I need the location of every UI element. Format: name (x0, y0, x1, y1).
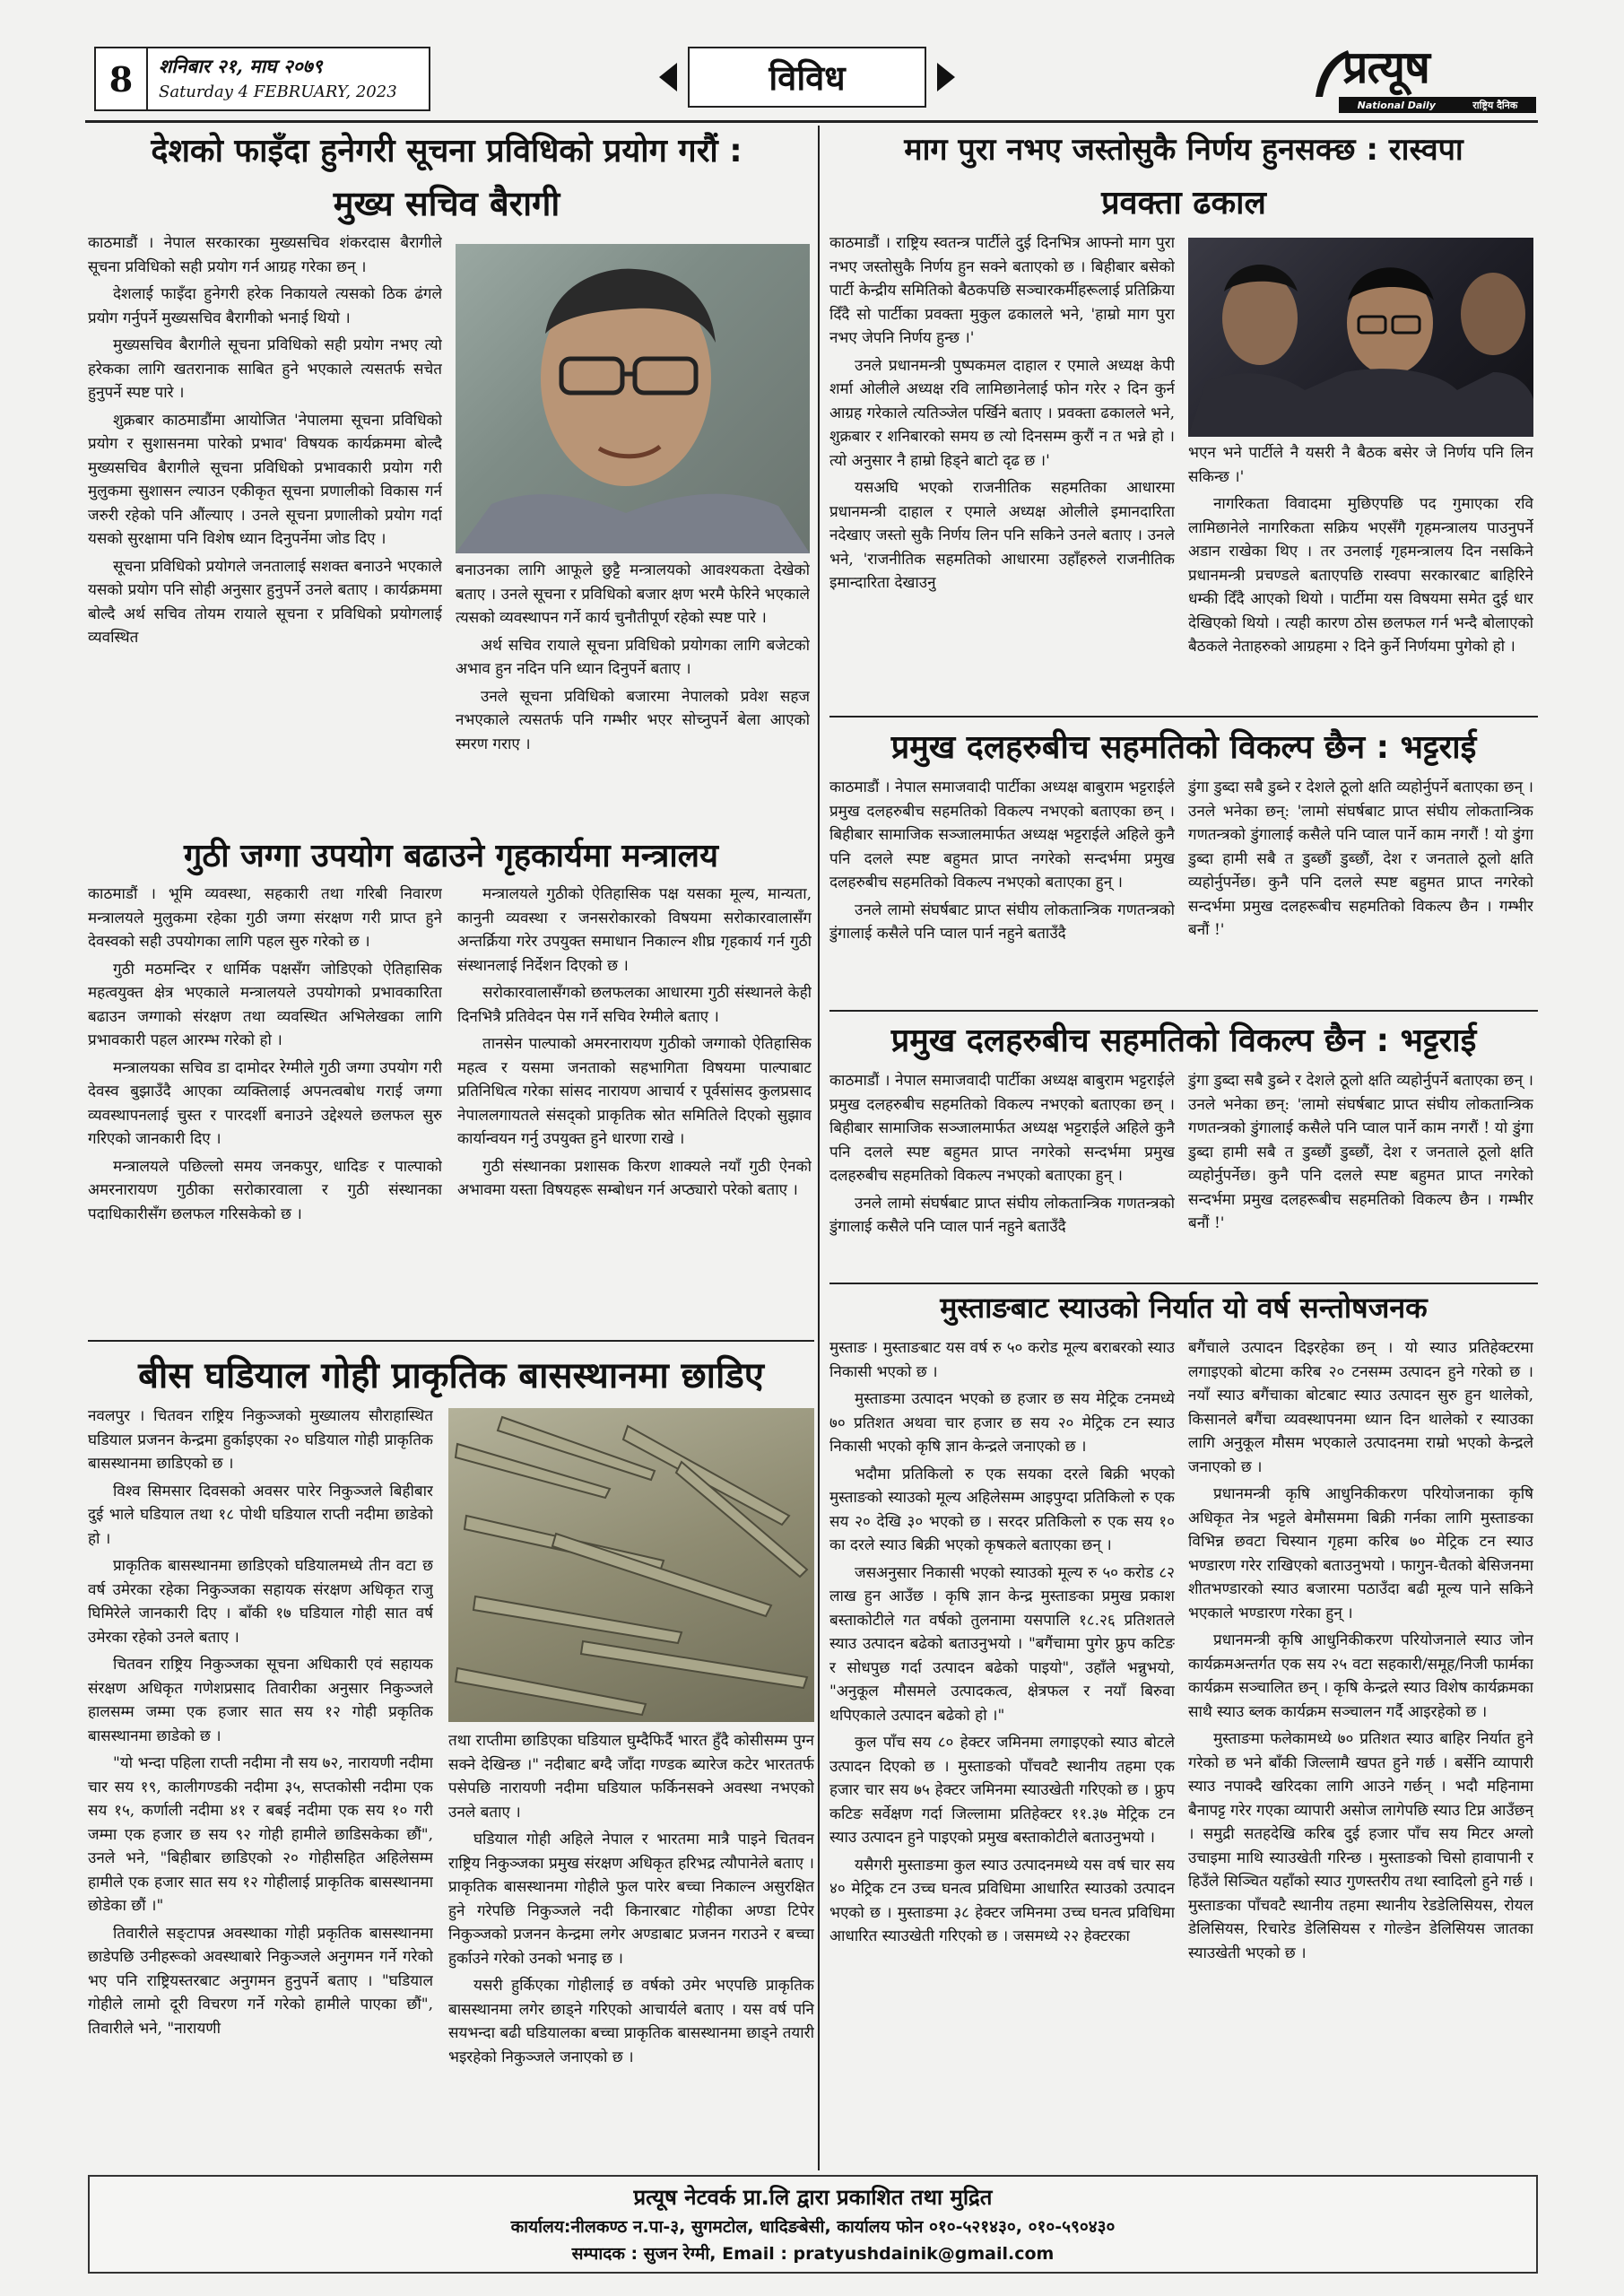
article-raswapa (829, 126, 1538, 718)
header-rule (85, 120, 1538, 123)
masthead-title: प्रत्यूष (1342, 41, 1429, 93)
paragraph: देशलाई फाइँदा हुनेगरी हरेक निकायले त्यसको ठिक ढंगले प्रयोग गर्नुपर्ने मुख्यसचिव बैरागीको भनाई थियो । (88, 285, 442, 327)
page-header (85, 43, 1538, 119)
paragraph: यसअघि भएको राजनीतिक सहमतिका आधारमा प्रधानमन्त्री दाहाल र एमाले अध्यक्ष ओलीले इमानदारिता नदेखाए जस्तो सुकै निर्णय लिन पनि सकिने उनले बताए । उनले भने, 'राजनीतिक सहमतिको आधारमा उहाँहरुले राजनीतिक इमान्दारिता देखाउनु (829, 479, 1175, 592)
paragraph: कुल पाँच सय ८० हेक्टर जमिनमा लगाइएको स्याउ बोटले उत्पादन दिएको छ । मुस्ताङको पाँचवटै स्थानीय तहमा एक हजार चार सय ७५ हेक्टर जमिनमा स्याउखेती गरिएको छ । फ्रुप कटिङ सर्वेक्षण गर्दा जिल्लामा प्रतिहेक्टर ११.३७ मेट्रिक टन स्याउ उत्पादन हुने पाइएको प्रमुख बस्ताकोटीले बताउनुभयो । (829, 1734, 1175, 1847)
date-nepali: शनिबार २१, माघ २०७९ (159, 55, 323, 77)
rule-bhattarai2-bottom (829, 1283, 1538, 1284)
headline-bhattarai-1: प्रमुख दलहरुबीच सहमतिको विकल्प छैन : भट्टराई (890, 729, 1477, 766)
paragraph: बगैंचाले उत्पादन दिइरहेका छन् । यो स्याउ प्रतिहेक्टरमा लगाइएको बोटमा करिब २० टनसम्म उत्पादन हुने गरेको छ । नयाँ स्याउ बगैंचाका बोटबाट स्याउ उत्पादन सुरु हुन थालेको, किसानले बगैंचा व्यवस्थापनमा ध्यान दिन थालेको र स्याउका लागि अनुकूल मौसम भएकाले उत्पादनमा राम्रो भएको केन्द्रले जनाएको छ । (1188, 1339, 1533, 1476)
paragraph: प्रधानमन्त्री कृषि आधुनिकीकरण परियोजनाका कृषि अधिकृत नेत्र भट्टले बेमौसममा बिक्री गर्नका लागि मुस्ताङका विभिन्न छवटा चिस्यान गृहमा करिब ७० मेट्रिक टन स्याउ भण्डारण गरेर राखिएको बताउनुभयो । फागुन-चैतको बेसिजनमा शीतभण्डारको स्याउ बजारमा पठाउँदा बढी मूल्य पाने सकिने भएकाले भण्डारण गरेका हुन् । (1188, 1485, 1533, 1622)
portrait-man-icon (456, 244, 810, 553)
triangle-right-icon[interactable] (937, 63, 955, 91)
paragraph: "यो भन्दा पहिला राप्ती नदीमा नौ सय ७२, नारायणी नदीमा चार सय १९, कालीगण्डकी नदीमा ३५, सप्तकोसी नदीमा एक सय १५, कर्णाली नदीमा ४१ र बबई नदीमा एक सय १० गरी जम्मा एक हजार छ सय ९२ गोही हामीले छाडिसकेका छौं", उनले भने, "बिहीबार छाडिएको २० गोहीसहित अहिलेसम्म हामीले एक हजार सात सय १२ गोहीलाई प्राकृतिक बासस्थानमा छोडेका छौं ।" (88, 1754, 433, 1915)
ghadiyal-col1 (88, 1405, 433, 2171)
photo-raswapa-spokesperson (1188, 238, 1533, 437)
mustang-col1 (829, 1336, 1175, 2170)
rule-guthi-bottom (88, 1340, 814, 1342)
date-english: Saturday 4 FEBRUARY, 2023 (159, 83, 397, 101)
section-title-box (688, 47, 926, 108)
masthead-tagline-bar (1339, 97, 1536, 113)
masthead-tag-np: राष्ट्रिय दैनिक (1472, 99, 1518, 111)
paragraph: भएन भने पार्टीले नै यसरी नै बैठक बसेर जे निर्णय पनि लिन सकिन्छ ।' (1188, 444, 1533, 486)
paragraph: मन्त्रालयले गुठीको ऐतिहासिक पक्ष यसका मूल्य, मान्यता, कानुनी व्यवस्था र जनसरोकारको विषयमा सरोकारवालासँग अन्तर्क्रिया गरेर उपयुक्त समाधान निकाल्न शीघ्र गृहकार्य गर्न गुठी संस्थानलाई निर्देशन दिएको छ । (457, 885, 812, 975)
paragraph: नागरिकता विवादमा मुछिएपछि पद गुमाएका रवि लामिछानेले नागरिकता सक्रिय भएसँगै गृहमन्त्रालय पाउनुपर्ने अडान राखेका थिए । तर उनलाई गृहमन्त्रालय दिन नसकिने प्रधानमन्त्री प्रचण्डले बताएपछि रास्वपा सरकारबाट बाहिरिने धम्की दिँदै आएको थियो । पार्टीमा यस विषयमा समेत दुई धार देखिएको थियो । त्यही कारण ठोस छलफल गर्न भन्दै बोलाएको बैठकले नेताहरुको आग्रहमा २ दिने कुर्ने निर्णयमा पुगेको हो । (1188, 495, 1533, 656)
bhattarai1-col2 (1188, 776, 1533, 1007)
rule-bhattarai1-bottom (829, 1010, 1538, 1012)
article-bhattarai-2 (829, 1013, 1538, 1302)
headline-ghadiyal: बीस घडियाल गोही प्राकृतिक बासस्थानमा छाडिए (138, 1355, 764, 1396)
press-crowd-icon (1188, 238, 1533, 437)
paragraph: प्रधानमन्त्री कृषि आधुनिकीकरण परियोजनाले स्याउ जोन कार्यक्रमअन्तर्गत एक सय २५ वटा सहकारी/समूह/निजी फार्मका कार्यक्रम सञ्चालित छन् । कृषि केन्द्रले स्याउ विशेष कार्यक्रमका साथै स्याउ ब्लक कार्यक्रम सञ्चालन गर्दै आइरहेको छ । (1188, 1631, 1533, 1721)
paragraph: नवलपुर । चितवन राष्ट्रिय निकुञ्जको मुख्यालय सौराहास्थित घडियाल प्रजनन केन्द्रमा हुर्काइएका २० घडियाल गोही प्राकृतिक बासस्थानमा छाडिएको छ । (88, 1407, 433, 1473)
guthi-col2 (457, 883, 812, 1340)
headline-raswapa-2: प्रवक्ता ढकाल (1101, 185, 1266, 222)
paragraph: भदौमा प्रतिकिलो रु एक सयका दरले बिक्री भएको मुस्ताङको स्याउको मूल्य अहिलेसम्म आइपुग्दा प्रतिकिलो रु एक सय २० देखि ३० भएको छ । सरदर प्रतिकिलो रु एक सय १० का दरले स्याउ बिक्री भएको कृषकले बताएका छन् । (829, 1465, 1175, 1554)
headline-mustang: मुस्ताङबाट स्याउको निर्यात यो वर्ष सन्तोषजनक (940, 1291, 1428, 1325)
article-bhattarai-1 (829, 720, 1538, 1009)
masthead-logo (1312, 43, 1538, 115)
headline-mukhya-sachiv-2: मुख्य सचिव बैरागी (333, 184, 560, 223)
paragraph: तिवारीले सङ्टापन्न अवस्थाका गोही प्रकृतिक बासस्थानमा छाडेपछि उनीहरूको अवस्थाबारे निकुञ्जले अनुगमन गर्ने गरेको भए पनि राष्ट्रियस्तरबाट अनुगमन हुनुपर्ने बताए । "घडियाल गोहीले लामो दूरी विचरण गर्ने गरेको हामीले पाएका छौं", तिवारीले भने, "नारायणी (88, 1924, 433, 2038)
mustang-col2 (1188, 1336, 1533, 2170)
paragraph: तथा राप्तीमा छाडिएका घडियाल घुम्दैफिर्दै भारत हुँदै कोसीसम्म पुग्न सक्ने देखिन्छ ।" नदीबाट बग्दै जाँदा गण्डक ब्यारेज कटेर भारततर्फ पसेपछि नारायणी नदीमा घडियाल फर्किनसक्ने अवस्था नभएको उनले बताए । (448, 1732, 814, 1822)
mukhya-col2 (456, 559, 810, 823)
paragraph: मुख्यसचिव बैरागीले सूचना प्रविधिको सही प्रयोग नभए त्यो हरेकका लागि खतरानाक साबित हुने भएकाले त्यसतर्फ सचेत हुनुपर्ने स्पष्ट पारे । (88, 336, 442, 402)
paragraph: विश्व सिमसार दिवसको अवसर पारेर निकुञ्जले बिहीबार दुई भाले घडियाल तथा १८ पोथी घडियाल राप्ती नदीमा छाडेको हो । (88, 1482, 433, 1548)
paragraph: गुठी संस्थानका प्रशासक किरण शाक्यले नयाँ गुठी ऐनको अभावमा यस्ता विषयहरू सम्बोधन गर्न अप्ठ्यारो परेको बताए । (457, 1157, 812, 1199)
paragraph: उनले लामो संघर्षबाट प्राप्त संघीय लोकतान्त्रिक गणतन्त्रको डुंगालाई कसैले पनि प्वाल पार्न नहुने बताउँदै (829, 900, 1175, 943)
paragraph: यसैगरी मुस्ताङमा कुल स्याउ उत्पादनमध्ये यस वर्ष चार सय ४० मेट्रिक टन उच्च घनत्व प्रविधिमा आधारित स्याउको उत्पादन भएको छ । मुस्ताङमा ३८ हेक्टर जमिनमा उच्च घनत्व प्रविधिमा आधारित स्याउखेती गरिएको छ । जसमध्ये २२ हेक्टरका (829, 1856, 1175, 1945)
page-number: 8 (109, 58, 134, 100)
raswapa-col2 (1188, 441, 1533, 719)
photo-mukhya-sachiv (456, 244, 810, 553)
paragraph: मन्त्रालयका सचिव डा दामोदर रेग्मीले गुठी जग्गा उपयोग गरी देवस्व बुझाउँदै आएका व्यक्तिलाई अपनत्वबोध गराई जग्गा व्यवस्थापनलाई चुस्त र पारदर्शी बनाउने उद्देश्यले छलफल सुरु गरिएको जानकारी दिए । (88, 1058, 442, 1148)
paragraph: काठमाडौं । नेपाल समाजवादी पार्टीका अध्यक्ष बाबुराम भट्टराईले प्रमुख दलहरुबीच सहमतिको विकल्प नभएको बताएका छन् । बिहीबार सामाजिक सञ्जालमार्फत अध्यक्ष भट्टराईले अहिले कुनै पनि दलले स्पष्ट बहुमत प्राप्त नगरेको सन्दर्भमा प्रमुख दलहरुबीच सहमतिको विकल्प नभएको बताएका हुन् । (829, 1072, 1175, 1185)
guthi-col1 (88, 883, 442, 1340)
page-number-box (96, 48, 148, 109)
paragraph: मुस्ताङमा उत्पादन भएको छ हजार छ सय मेट्रिक टनमध्ये ७० प्रतिशत अथवा चार हजार छ सय २० मेट्रिक टन स्याउ निकासी भएको कृषि ज्ञान केन्द्रले जनाएको छ । (829, 1390, 1175, 1456)
paragraph: मन्त्रालयले पछिल्लो समय जनकपुर, धादिङ र पाल्पाको अमरनारायण गुठीका सरोकारवाला र गुठी संस्थानका पदाधिकारीसँग छलफल गरिसकेको छ । (88, 1157, 442, 1223)
paragraph: काठमाडौं । राष्ट्रिय स्वतन्त्र पार्टीले दुई दिनभित्र आफ्नो माग पुरा नभए जस्तोसुकै निर्णय हुन सक्ने बताएको छ । बिहीबार बसेको पार्टी केन्द्रीय समितिको बैठकपछि सञ्चारकर्मीहरूलाई प्रतिक्रिया दिँदै सो पार्टीका प्रवक्ता मुकुल ढकालले भने, 'हाम्रो माग पुरा नभए जेपनि निर्णय हुन्छ ।' (829, 234, 1175, 347)
mukhya-col1 (88, 231, 442, 823)
masthead-tag-en: National Daily (1357, 99, 1436, 111)
paragraph: उनले प्रधानमन्त्री पुष्पकमल दाहाल र एमाले अध्यक्ष केपी शर्मा ओलीले अध्यक्ष रवि लामिछानेलाई फोन गरेर २ दिन कुर्न आग्रह गरेकाले त्यतिञ्जेल पर्खिने बताए । प्रवक्ता ढकालले भने, शुक्रबार र शनिबारको समय छ त्यो दिनसम्म कुरौं न त भन्ने हो । त्यो अनुसार नै हाम्रो हिड्ने बाटो दृढ छ ।' (829, 356, 1175, 470)
paragraph: काठमाडौं । नेपाल समाजवादी पार्टीका अध्यक्ष बाबुराम भट्टराईले प्रमुख दलहरुबीच सहमतिको विकल्प नभएको बताएका छन् । बिहीबार सामाजिक सञ्जालमार्फत अध्यक्ष भट्टराईले अहिले कुनै पनि दलले स्पष्ट बहुमत प्राप्त नगरेको सन्दर्भमा प्रमुख दलहरुबीच सहमतिको विकल्प नभएको बताएका हुन् । (829, 778, 1175, 891)
footer-imprint (88, 2175, 1538, 2274)
paragraph: यसरी हुर्किएका गोहीलाई छ वर्षको उमेर भएपछि प्राकृतिक बासस्थानमा लगेर छाड्ने गरिएको आचार्यले बताए । यस वर्ष पनि सयभन्दा बढी घडियालका बच्चा प्राकृतिक बासस्थानमा छाड्ने तयारी भइरहेको निकुञ्जले जनाएको छ । (448, 1977, 814, 2066)
paragraph: चितवन राष्ट्रिय निकुञ्जका सूचना अधिकारी एवं सहायक संरक्षण अधिकृत गणेशप्रसाद तिवारीका अनुसार निकुञ्जले हालसम्म जम्मा एक हजार सात सय १२ गोही प्रकृतिक बासस्थानमा छाडेको छ । (88, 1656, 433, 1745)
paragraph: काठमाडौं । नेपाल सरकारका मुख्यसचिव शंकरदास बैरागीले सूचना प्रविधिको सही प्रयोग गर्न आग्रह गरेका छन् । (88, 234, 442, 276)
paragraph: उनले लामो संघर्षबाट प्राप्त संघीय लोकतान्त्रिक गणतन्त्रको डुंगालाई कसैले पनि प्वाल पार्न नहुने बताउँदै (829, 1194, 1175, 1236)
section-nav (659, 47, 955, 108)
article-mukhya-sachiv (88, 126, 810, 823)
triangle-left-icon[interactable] (659, 63, 677, 91)
paragraph: सरोकारवालासँगको छलफलका आधारमा गुठी संस्थानले केही दिनभित्रै प्रतिवेदन पेस गर्ने सचिव रेग्मीले बताए । (457, 984, 812, 1026)
paragraph: अर्थ सचिव रायाले सूचना प्रविधिको प्रयोगका लागि बजेटको अभाव हुन नदिन पनि ध्यान दिनुपर्ने बताए । (456, 636, 810, 678)
rule-raswapa-bottom (829, 716, 1538, 718)
paragraph: मुस्ताङ । मुस्ताङबाट यस वर्ष रु ५० करोड मूल्य बराबरको स्याउ निकासी भएको छ । (829, 1339, 1175, 1381)
headline-mukhya-sachiv-1: देशको फाइँदा हुनेगरी सूचना प्रविधिको प्रयोग गरौं : (151, 133, 743, 170)
paragraph: गुठी मठमन्दिर र धार्मिक पक्षसँग जोडिएको ऐतिहासिक महत्वयुक्त क्षेत्र भएकाले मन्त्रालयले उपयोगको प्रभावकारिता बढाउन जग्गाको संरक्षण तथा व्यवस्थित अभिलेखका लागि प्रभावकारी पहल आरम्भ गरेको हो । (88, 960, 442, 1049)
paragraph: तानसेन पाल्पाको अमरनारायण गुठीको जग्गाको ऐतिहासिक महत्व र यसमा जनताको सहभागिता विषयमा पाल्पाबाट प्रतिनिधित्व गरेका सांसद नारायण आचार्य र पूर्वसांसद कुलप्रसाद नेपाललगायतले संसद्को प्राकृतिक स्रोत समितिले दिएको सुझाव कार्यान्वयन गर्नु उपयुक्त हुने धारणा राखे । (457, 1035, 812, 1148)
footer-publisher: प्रत्यूष नेटवर्क प्रा.लि द्वारा प्रकाशित तथा मुद्रित (633, 2185, 993, 2210)
paragraph: घडियाल गोही अहिले नेपाल र भारतमा मात्रै पाइने चितवन राष्ट्रिय निकुञ्जका प्रमुख संरक्षण अधिकृत हरिभद्र त्यौपानेले बताए । प्राकृतिक बासस्थानमा गोहीले फुल पारेर बच्चा निकाल्न असुरक्षित हुने गरेपछि निकुञ्जले नदी किनारबाट गोहीका अण्डा टिपेर निकुञ्जको प्रजनन केन्द्रमा लगेर अण्डाबाट प्रजनन गराउने र बच्चा हुर्काउने गरेको उनको भनाइ छ । (448, 1831, 814, 1968)
paragraph: डुंगा डुब्दा सबै डुब्ने र देशले ठूलो क्षति व्यहोर्नुपर्ने बताएका छन् । उनले भनेका छन्: 'लामो संघर्षबाट प्राप्त संघीय लोकतान्त्रिक गणतन्त्रको डुंगालाई कसैले पनि प्वाल पार्ने काम नगरौं ! यो डुंगा डुब्दा हामी सबै त डुब्छौं डुब्छौं, देश र जनताले ठूलो क्षति व्यहोर्नुपर्नेछ। कुनै पनि दलले स्पष्ट बहुमत प्राप्त नगरेको सन्दर्भमा प्रमुख दलहरूबीच सहमतिको विकल्प छैन । गम्भीर बनौं !' (1188, 1072, 1533, 1232)
footer-editor: सम्पादक : सुजन रेग्मी, Email : pratyushdainik@gmail.com (571, 2244, 1055, 2264)
paragraph: बनाउनका लागि आफूले छुट्टै मन्त्रालयको आवश्यकता देखेको बताए । उनले सूचना र प्रविधिको बजार क्षण भरमै फेरिने भएकाले त्यसको व्यवस्थापन गर्ने कार्य चुनौतीपूर्ण रहेको स्पष्ट पारे । (456, 561, 810, 627)
paragraph: काठमाडौं । भूमि व्यवस्था, सहकारी तथा गरिबी निवारण मन्त्रालयले मुलुकमा रहेका गुठी जग्गा संरक्षण गरी प्राप्त हुने देवस्वको सही उपयोगका लागि पहल सुरु गरेको छ । (88, 885, 442, 951)
ghadiyal-col2 (448, 1729, 814, 2170)
paragraph: सूचना प्रविधिको प्रयोगले जनतालाई सशक्त बनाउने भएकाले यसको प्रयोग पनि सोही अनुसार हुनुपर्ने उनले बताए । कार्यक्रममा बोल्दै अर्थ सचिव तोयम रायाले सूचना र प्रविधिको प्रयोगलाई व्यवस्थित (88, 557, 442, 647)
bhattarai2-col2 (1188, 1069, 1533, 1300)
paragraph: मुस्ताङमा फलेकामध्ये ७० प्रतिशत स्याउ बाहिर निर्यात हुने गरेको छ भने बाँकी जिल्लामै खपत हुने गर्छ । बर्सेनि व्यापारी स्याउ नपाक्दै खरिदका लागि आउने गर्छन् । भदौ महिनामा बैनापट्ट गरेर गएका व्यापारी असोज लागेपछि स्याउ टिप्न आउँछन् । समुद्री सतहदेखि करिब दुई हजार पाँच सय मिटर अग्लो उचाइमा माथि स्याउखेती गरिन्छ । मुस्ताङको चिसो हावापानी र हिउँले सिञ्चित यहाँको स्याउ गुणस्तरीय तथा स्वादिलो हुने गर्छ । मुस्ताङका पाँचवटै स्थानीय तहमा स्थानीय रेडडेलिसियस, रोयल डेलिसियस, रिचारेड डेलिसियस र गोल्डेन डेलिसियस जातका स्याउखेती भएको छ । (1188, 1730, 1533, 1962)
raswapa-col1 (829, 231, 1175, 720)
article-mustang (829, 1288, 1538, 2171)
article-guthi (88, 832, 814, 1339)
paragraph: उनले सूचना प्रविधिको बजारमा नेपालको प्रवेश सहज नभएकाले त्यसतर्फ पनि गम्भीर भएर सोच्नुपर्ने बेला आएको स्मरण गराए । (456, 687, 810, 753)
paragraph: प्राकृतिक बासस्थानमा छाडिएको घडियालमध्ये तीन वटा छ वर्ष उमेरका रहेका निकुञ्जका सहायक संरक्षण अधिकृत राजु घिमिरेले जानकारी दिए । बाँकी १७ घडियाल गोही सात वर्ष उमेरका रहेको उनले बताए । (88, 1557, 433, 1647)
bhattarai2-col1 (829, 1069, 1175, 1300)
headline-bhattarai-2: प्रमुख दलहरुबीच सहमतिको विकल्प छैन : भट्टराई (890, 1022, 1477, 1059)
photo-gharials (448, 1408, 814, 1722)
footer-office: कार्यालय:नीलकण्ठ न.पा-३, सुगमटोल, धादिङबेसी, कार्यालय फोन ०१०-५२१४३०, ०१०-५९०४३० (510, 2217, 1116, 2237)
paragraph: जसअनुसार निकासी भएको स्याउको मूल्य रु ५० करोड ८२ लाख हुन आउँछ । कृषि ज्ञान केन्द्र मुस्ताङका प्रमुख प्रकाश बस्ताकोटीले गत वर्षको तुलनामा यसपालि १८.२६ प्रतिशतले स्याउ उत्पादन बढेको बताउनुभयो । "बगैंचामा पुगेर फ्रुप कटिङ र सोधपुछ गर्दा उत्पादन बढेको पाइयो", उहाँले भन्नुभयो, "अनुकूल मौसमले उत्पादकत्व, क्षेत्रफल र नयाँ बिरुवा थपिएकाले उत्पादन बढेको हो ।" (829, 1563, 1175, 1725)
paragraph: शुक्रबार काठमाडौंमा आयोजित 'नेपालमा सूचना प्रविधिको प्रयोग र सुशासनमा पारेको प्रभाव' विषयक कार्यक्रममा बोल्दै मुख्यसचिव बैरागीले सूचना प्रविधिको प्रभावकारी प्रयोग गरी मुलुकमा सुशासन ल्याउन एकीकृत सूचना प्रणालीको विकास गर्न जरुरी रहेको पनि औंल्याए । उनले सूचना प्रणालीको प्रयोग गर्दा यसको सुरक्षामा पनि विशेष ध्यान दिनुपर्नेमा जोड दिए । (88, 411, 442, 548)
article-ghadiyal (88, 1345, 814, 2170)
section-title: विविध (769, 58, 846, 98)
headline-guthi: गुठी जग्गा उपयोग बढाउने गृहकार्यमा मन्त्रालय (184, 838, 718, 874)
headline-raswapa-1: माग पुरा नभए जस्तोसुकै निर्णय हुनसक्छ : रास्वपा (904, 132, 1463, 168)
gharial-group-icon (448, 1408, 814, 1722)
date-box (94, 47, 430, 111)
column-divider (818, 126, 820, 2170)
paragraph: डुंगा डुब्दा सबै डुब्ने र देशले ठूलो क्षति व्यहोर्नुपर्ने बताएका छन् । उनले भनेका छन्: 'लामो संघर्षबाट प्राप्त संघीय लोकतान्त्रिक गणतन्त्रको डुंगालाई कसैले पनि प्वाल पार्ने काम नगरौं ! यो डुंगा डुब्दा हामी सबै त डुब्छौं डुब्छौं, देश र जनताले ठूलो क्षति व्यहोर्नुपर्नेछ। कुनै पनि दलले स्पष्ट बहुमत प्राप्त नगरेको सन्दर्भमा प्रमुख दलहरूबीच सहमतिको विकल्प छैन । गम्भीर बनौं !' (1188, 778, 1533, 939)
bhattarai1-col1 (829, 776, 1175, 1007)
